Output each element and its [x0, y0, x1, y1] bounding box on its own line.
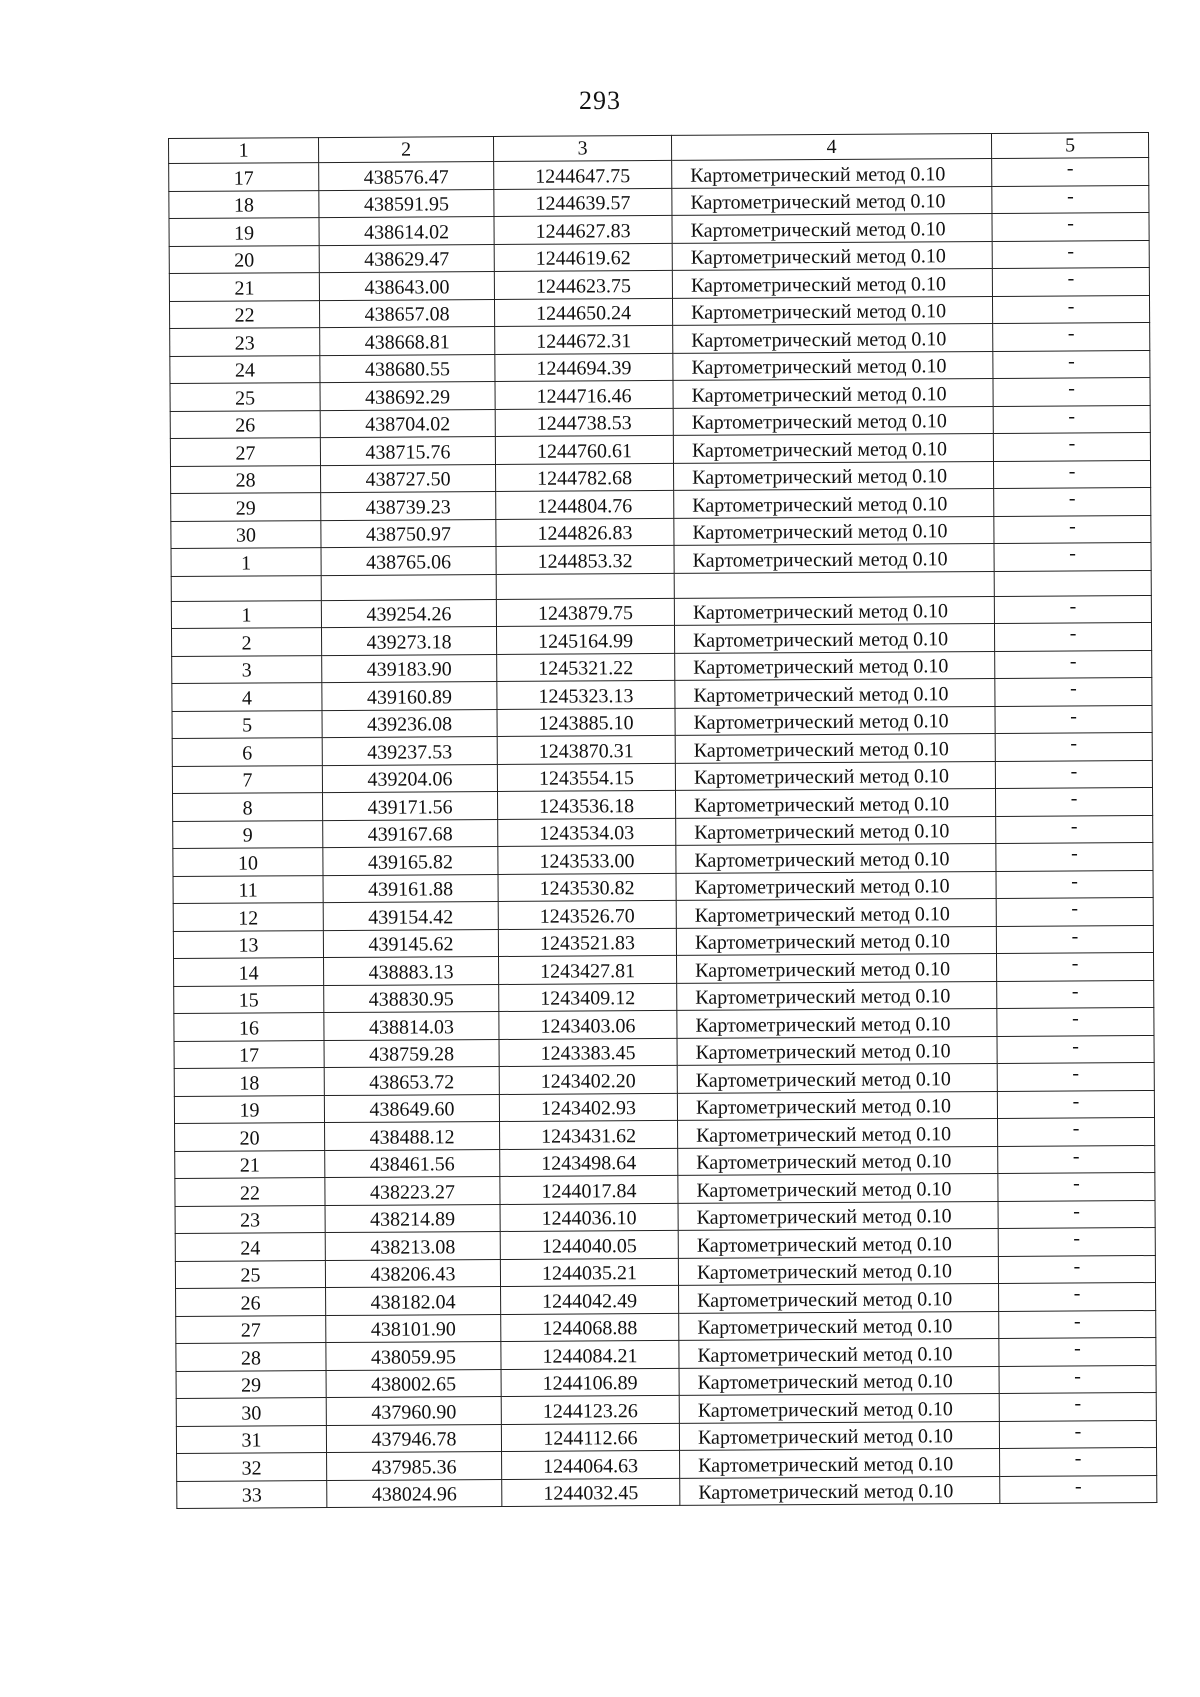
cell-x: 439165.82 — [323, 846, 498, 875]
cell-y: 1243409.12 — [499, 983, 677, 1012]
cell-y: 1244738.53 — [495, 408, 673, 437]
cell-y: 1244853.32 — [496, 545, 674, 574]
cell-x: 438680.55 — [320, 354, 495, 383]
cell-method: Картометрический метод 0.10 — [674, 623, 994, 652]
cell-y: 1244042.49 — [501, 1285, 679, 1314]
cell-point: 28 — [176, 1343, 326, 1371]
cell-method: Картометрический метод 0.10 — [673, 406, 993, 435]
cell-method: Картометрический метод 0.10 — [680, 1448, 1000, 1477]
cell-point: 23 — [175, 1205, 325, 1233]
cell-x: 438715.76 — [320, 437, 495, 466]
cell-y: 1244694.39 — [495, 353, 673, 382]
cell-method: Картометрический метод 0.10 — [672, 268, 992, 297]
cell-x: 438024.96 — [327, 1479, 502, 1508]
cell-x: 438223.27 — [325, 1176, 500, 1205]
cell-point: 25 — [170, 383, 320, 411]
cell-method: Картометрический метод 0.10 — [672, 296, 992, 325]
cell-point: 24 — [175, 1233, 325, 1261]
cell-method: Картометрический метод 0.10 — [676, 843, 996, 872]
cell-point: 29 — [171, 493, 321, 521]
cell-y: 1243521.83 — [498, 928, 676, 957]
cell-note: - — [993, 405, 1150, 433]
cell-method: Картометрический метод 0.10 — [674, 596, 994, 625]
cell-note: - — [992, 158, 1149, 186]
cell-point: 28 — [171, 465, 321, 493]
cell-x: 438739.23 — [321, 492, 496, 521]
cell-x: 438883.13 — [324, 956, 499, 985]
cell-x: 438668.81 — [320, 327, 495, 356]
cell-method: Картометрический метод 0.10 — [678, 1173, 998, 1202]
cell-x: 438750.97 — [321, 519, 496, 548]
cell-y: 1244064.63 — [502, 1450, 680, 1479]
cell-point: 19 — [169, 218, 319, 246]
cell-note: - — [994, 543, 1151, 571]
cell-x: 439161.88 — [323, 874, 498, 903]
cell-method: Картометрический метод 0.10 — [677, 1008, 997, 1037]
cell-method: Картометрический метод 0.10 — [676, 926, 996, 955]
cell-note: - — [999, 1337, 1156, 1365]
cell-point: 5 — [172, 710, 322, 738]
cell-note: - — [996, 925, 1153, 953]
cell-method: Картометрический метод 0.10 — [674, 543, 994, 572]
cell-x: 439160.89 — [322, 682, 497, 711]
table-row — [177, 1475, 1157, 1508]
cell-y: 1244627.83 — [494, 215, 672, 244]
cell-y: 1244106.89 — [501, 1368, 679, 1397]
cell-x: 438182.04 — [326, 1286, 501, 1315]
cell-method: Картометрический метод 0.10 — [676, 816, 996, 845]
cell-y: 1245321.22 — [497, 653, 675, 682]
cell-note: - — [995, 650, 1152, 678]
cell-y: 1244035.21 — [500, 1258, 678, 1287]
cell-method: Картометрический метод 0.10 — [678, 1146, 998, 1175]
cell-method: Картометрический метод 0.10 — [680, 1476, 1000, 1505]
cell-y: 1244112.66 — [501, 1423, 679, 1452]
cell-point: 14 — [174, 958, 324, 986]
cell-note: - — [997, 1062, 1154, 1090]
cell-x: 439183.90 — [322, 654, 497, 683]
cell-point: 17 — [169, 163, 319, 191]
cell-point: 30 — [176, 1398, 326, 1426]
cell-x: 438649.60 — [324, 1094, 499, 1123]
cell-x: 438765.06 — [321, 547, 496, 576]
cell-note: - — [993, 460, 1150, 488]
cell-y: 1244826.83 — [496, 518, 674, 547]
header-cell-point: 1 — [169, 138, 319, 164]
cell-note: - — [998, 1227, 1155, 1255]
cell-method: Картометрический метод 0.10 — [672, 158, 992, 187]
cell-method: Картометрический метод 0.10 — [672, 186, 992, 215]
cell-y: 1243402.20 — [499, 1065, 677, 1094]
cell-y: 1245323.13 — [497, 680, 675, 709]
cell-method: Картометрический метод 0.10 — [678, 1228, 998, 1257]
cell-point: 25 — [175, 1260, 325, 1288]
cell-point: 31 — [176, 1425, 326, 1453]
cell-point: 12 — [173, 903, 323, 931]
cell-point: 24 — [170, 355, 320, 383]
cell-x: 439145.62 — [323, 929, 498, 958]
cell-point: 6 — [172, 738, 322, 766]
cell-point: 17 — [174, 1040, 324, 1068]
cell-note: - — [995, 678, 1152, 706]
cell-method — [674, 571, 994, 598]
cell-y: 1243498.64 — [500, 1148, 678, 1177]
cell-point: 1 — [171, 600, 321, 628]
cell-y: 1244017.84 — [500, 1175, 678, 1204]
cell-point: 15 — [174, 985, 324, 1013]
cell-point: 3 — [172, 655, 322, 683]
cell-method: Картометрический метод 0.10 — [674, 516, 994, 545]
coordinates-table — [168, 132, 1157, 1509]
cell-x: 438814.03 — [324, 1011, 499, 1040]
cell-method: Картометрический метод 0.10 — [675, 733, 995, 762]
cell-y: 1244650.24 — [494, 298, 672, 327]
cell-method: Картометрический метод 0.10 — [673, 378, 993, 407]
cell-x: 438576.47 — [319, 162, 494, 191]
cell-point: 23 — [170, 328, 320, 356]
cell-y: 1244804.76 — [496, 490, 674, 519]
cell-x: 439273.18 — [321, 627, 496, 656]
cell-note: - — [994, 515, 1151, 543]
cell-y: 1243534.03 — [498, 818, 676, 847]
cell-note: - — [992, 295, 1149, 323]
cell-y: 1243554.15 — [497, 763, 675, 792]
cell-method: Картометрический метод 0.10 — [677, 953, 997, 982]
cell-y: 1243383.45 — [499, 1038, 677, 1067]
cell-method: Картометрический метод 0.10 — [679, 1366, 999, 1395]
cell-x: 438629.47 — [319, 244, 494, 273]
cell-x: 439237.53 — [322, 737, 497, 766]
cell-method: Картометрический метод 0.10 — [679, 1393, 999, 1422]
header-cell-method: 4 — [671, 133, 991, 160]
cell-x: 438614.02 — [319, 217, 494, 246]
cell-y: 1244716.46 — [495, 380, 673, 409]
cell-method: Картометрический метод 0.10 — [675, 651, 995, 680]
cell-note: - — [999, 1310, 1156, 1338]
cell-note: - — [1000, 1447, 1157, 1475]
cell-method: Картометрический метод 0.10 — [677, 1036, 997, 1065]
cell-note: - — [992, 213, 1149, 241]
cell-y: 1243530.82 — [498, 873, 676, 902]
cell-point: 8 — [173, 793, 323, 821]
cell-method: Картометрический метод 0.10 — [675, 788, 995, 817]
cell-point: 4 — [172, 683, 322, 711]
cell-note: - — [995, 732, 1152, 760]
cell-note: - — [997, 1007, 1154, 1035]
cell-x: 438206.43 — [325, 1259, 500, 1288]
cell-method: Картометрический метод 0.10 — [676, 871, 996, 900]
cell-y — [496, 573, 674, 599]
cell-point: 2 — [171, 628, 321, 656]
cell-y: 1243885.10 — [497, 708, 675, 737]
cell-y: 1243431.62 — [500, 1120, 678, 1149]
cell-point: 33 — [177, 1480, 327, 1508]
cell-x: 438727.50 — [321, 464, 496, 493]
cell-x: 439167.68 — [323, 819, 498, 848]
cell-y: 1243533.00 — [498, 845, 676, 874]
cell-note: - — [999, 1365, 1156, 1393]
cell-point: 11 — [173, 875, 323, 903]
cell-x: 438653.72 — [324, 1066, 499, 1095]
cell-x: 438059.95 — [326, 1341, 501, 1370]
cell-note: - — [993, 433, 1150, 461]
cell-method: Картометрический метод 0.10 — [673, 433, 993, 462]
cell-note: - — [992, 185, 1149, 213]
cell-note: - — [997, 1035, 1154, 1063]
cell-note: - — [994, 623, 1151, 651]
cell-point: 22 — [175, 1178, 325, 1206]
cell-x: 438692.29 — [320, 382, 495, 411]
cell-x: 439204.06 — [322, 764, 497, 793]
cell-x — [321, 574, 496, 600]
cell-y: 1244619.62 — [494, 243, 672, 272]
cell-x: 439154.42 — [323, 901, 498, 930]
table-body — [169, 158, 1157, 1509]
cell-y: 1243536.18 — [497, 790, 675, 819]
cell-method: Картометрический метод 0.10 — [679, 1283, 999, 1312]
cell-note: - — [999, 1392, 1156, 1420]
cell-method: Картометрический метод 0.10 — [672, 241, 992, 270]
cell-method: Картометрический метод 0.10 — [676, 898, 996, 927]
cell-method: Картометрический метод 0.10 — [675, 706, 995, 735]
cell-note: - — [994, 595, 1151, 623]
cell-note: - — [998, 1255, 1155, 1283]
cell-method: Картометрический метод 0.10 — [672, 213, 992, 242]
cell-point: 9 — [173, 820, 323, 848]
cell-note: - — [998, 1117, 1155, 1145]
cell-x: 438002.65 — [326, 1369, 501, 1398]
cell-point: 20 — [169, 245, 319, 273]
cell-x: 438101.90 — [326, 1314, 501, 1343]
cell-x: 439171.56 — [323, 791, 498, 820]
cell-note: - — [997, 1090, 1154, 1118]
cell-note: - — [995, 705, 1152, 733]
cell-note: - — [998, 1172, 1155, 1200]
cell-method: Картометрический метод 0.10 — [678, 1118, 998, 1147]
cell-note: - — [995, 760, 1152, 788]
cell-note: - — [996, 952, 1153, 980]
cell-x: 438213.08 — [325, 1231, 500, 1260]
cell-method: Картометрический метод 0.10 — [678, 1201, 998, 1230]
cell-x: 439254.26 — [321, 599, 496, 628]
cell-y: 1243526.70 — [498, 900, 676, 929]
cell-note — [994, 570, 1151, 596]
cell-note: - — [997, 980, 1154, 1008]
cell-note: - — [996, 897, 1153, 925]
cell-y: 1243402.93 — [499, 1093, 677, 1122]
cell-note: - — [996, 815, 1153, 843]
cell-x: 439236.08 — [322, 709, 497, 738]
cell-y: 1244623.75 — [494, 270, 672, 299]
cell-method: Картометрический метод 0.10 — [675, 678, 995, 707]
cell-point: 26 — [170, 410, 320, 438]
cell-point: 21 — [169, 273, 319, 301]
cell-note: - — [1000, 1475, 1157, 1503]
cell-y: 1243879.75 — [496, 598, 674, 627]
cell-y: 1243403.06 — [499, 1010, 677, 1039]
cell-point: 27 — [170, 438, 320, 466]
cell-y: 1244782.68 — [495, 463, 673, 492]
cell-y: 1244068.88 — [501, 1313, 679, 1342]
cell-y: 1244084.21 — [501, 1340, 679, 1369]
cell-note: - — [992, 240, 1149, 268]
cell-x: 438830.95 — [324, 984, 499, 1013]
cell-y: 1245164.99 — [496, 625, 674, 654]
cell-note: - — [992, 268, 1149, 296]
page-number: 293 — [579, 86, 621, 115]
cell-point: 30 — [171, 520, 321, 548]
cell-point: 20 — [175, 1123, 325, 1151]
cell-note: - — [999, 1420, 1156, 1448]
cell-x: 437960.90 — [326, 1396, 501, 1425]
cell-point: 27 — [176, 1315, 326, 1343]
cell-method: Картометрический метод 0.10 — [674, 488, 994, 517]
cell-method: Картометрический метод 0.10 — [677, 981, 997, 1010]
cell-x: 438759.28 — [324, 1039, 499, 1068]
cell-point: 16 — [174, 1013, 324, 1041]
cell-y: 1243870.31 — [497, 735, 675, 764]
cell-note: - — [994, 488, 1151, 516]
cell-note: - — [993, 323, 1150, 351]
cell-note: - — [996, 870, 1153, 898]
cell-y: 1244032.45 — [502, 1478, 680, 1507]
cell-x: 437985.36 — [327, 1451, 502, 1480]
cell-x: 438461.56 — [325, 1149, 500, 1178]
cell-point: 13 — [173, 930, 323, 958]
cell-note: - — [998, 1200, 1155, 1228]
cell-point: 29 — [176, 1370, 326, 1398]
cell-point: 22 — [169, 300, 319, 328]
cell-method: Картометрический метод 0.10 — [677, 1063, 997, 1092]
cell-method: Картометрический метод 0.10 — [673, 351, 993, 380]
cell-y: 1244639.57 — [494, 188, 672, 217]
cell-method: Картометрический метод 0.10 — [678, 1256, 998, 1285]
cell-x: 438643.00 — [319, 272, 494, 301]
cell-x: 438214.89 — [325, 1204, 500, 1233]
header-cell-x: 2 — [319, 137, 494, 163]
cell-point — [171, 575, 321, 601]
cell-point: 19 — [174, 1095, 324, 1123]
cell-x: 438488.12 — [325, 1121, 500, 1150]
cell-point: 7 — [172, 765, 322, 793]
cell-point: 32 — [177, 1453, 327, 1481]
cell-point: 18 — [174, 1068, 324, 1096]
cell-y: 1244040.05 — [500, 1230, 678, 1259]
cell-y: 1244672.31 — [495, 325, 673, 354]
cell-y: 1244036.10 — [500, 1203, 678, 1232]
cell-note: - — [996, 842, 1153, 870]
cell-y: 1243427.81 — [499, 955, 677, 984]
cell-note: - — [999, 1282, 1156, 1310]
cell-point: 18 — [169, 190, 319, 218]
header-cell-y: 3 — [493, 135, 671, 161]
cell-y: 1244760.61 — [495, 435, 673, 464]
cell-method: Картометрический метод 0.10 — [675, 761, 995, 790]
cell-y: 1244647.75 — [494, 160, 672, 189]
cell-x: 438657.08 — [319, 299, 494, 328]
cell-method: Картометрический метод 0.10 — [673, 461, 993, 490]
cell-point: 10 — [173, 848, 323, 876]
cell-point: 1 — [171, 548, 321, 576]
cell-note: - — [993, 350, 1150, 378]
cell-method: Картометрический метод 0.10 — [673, 323, 993, 352]
cell-note: - — [993, 378, 1150, 406]
cell-method: Картометрический метод 0.10 — [679, 1338, 999, 1367]
cell-y: 1244123.26 — [501, 1395, 679, 1424]
cell-x: 438591.95 — [319, 189, 494, 218]
cell-point: 21 — [175, 1150, 325, 1178]
cell-note: - — [998, 1145, 1155, 1173]
cell-method: Картометрический метод 0.10 — [679, 1311, 999, 1340]
cell-method: Картометрический метод 0.10 — [677, 1091, 997, 1120]
cell-note: - — [995, 787, 1152, 815]
cell-point: 26 — [176, 1288, 326, 1316]
cell-x: 438704.02 — [320, 409, 495, 438]
header-cell-note: 5 — [991, 133, 1148, 159]
cell-x: 437946.78 — [326, 1424, 501, 1453]
cell-method: Картометрический метод 0.10 — [679, 1421, 999, 1450]
